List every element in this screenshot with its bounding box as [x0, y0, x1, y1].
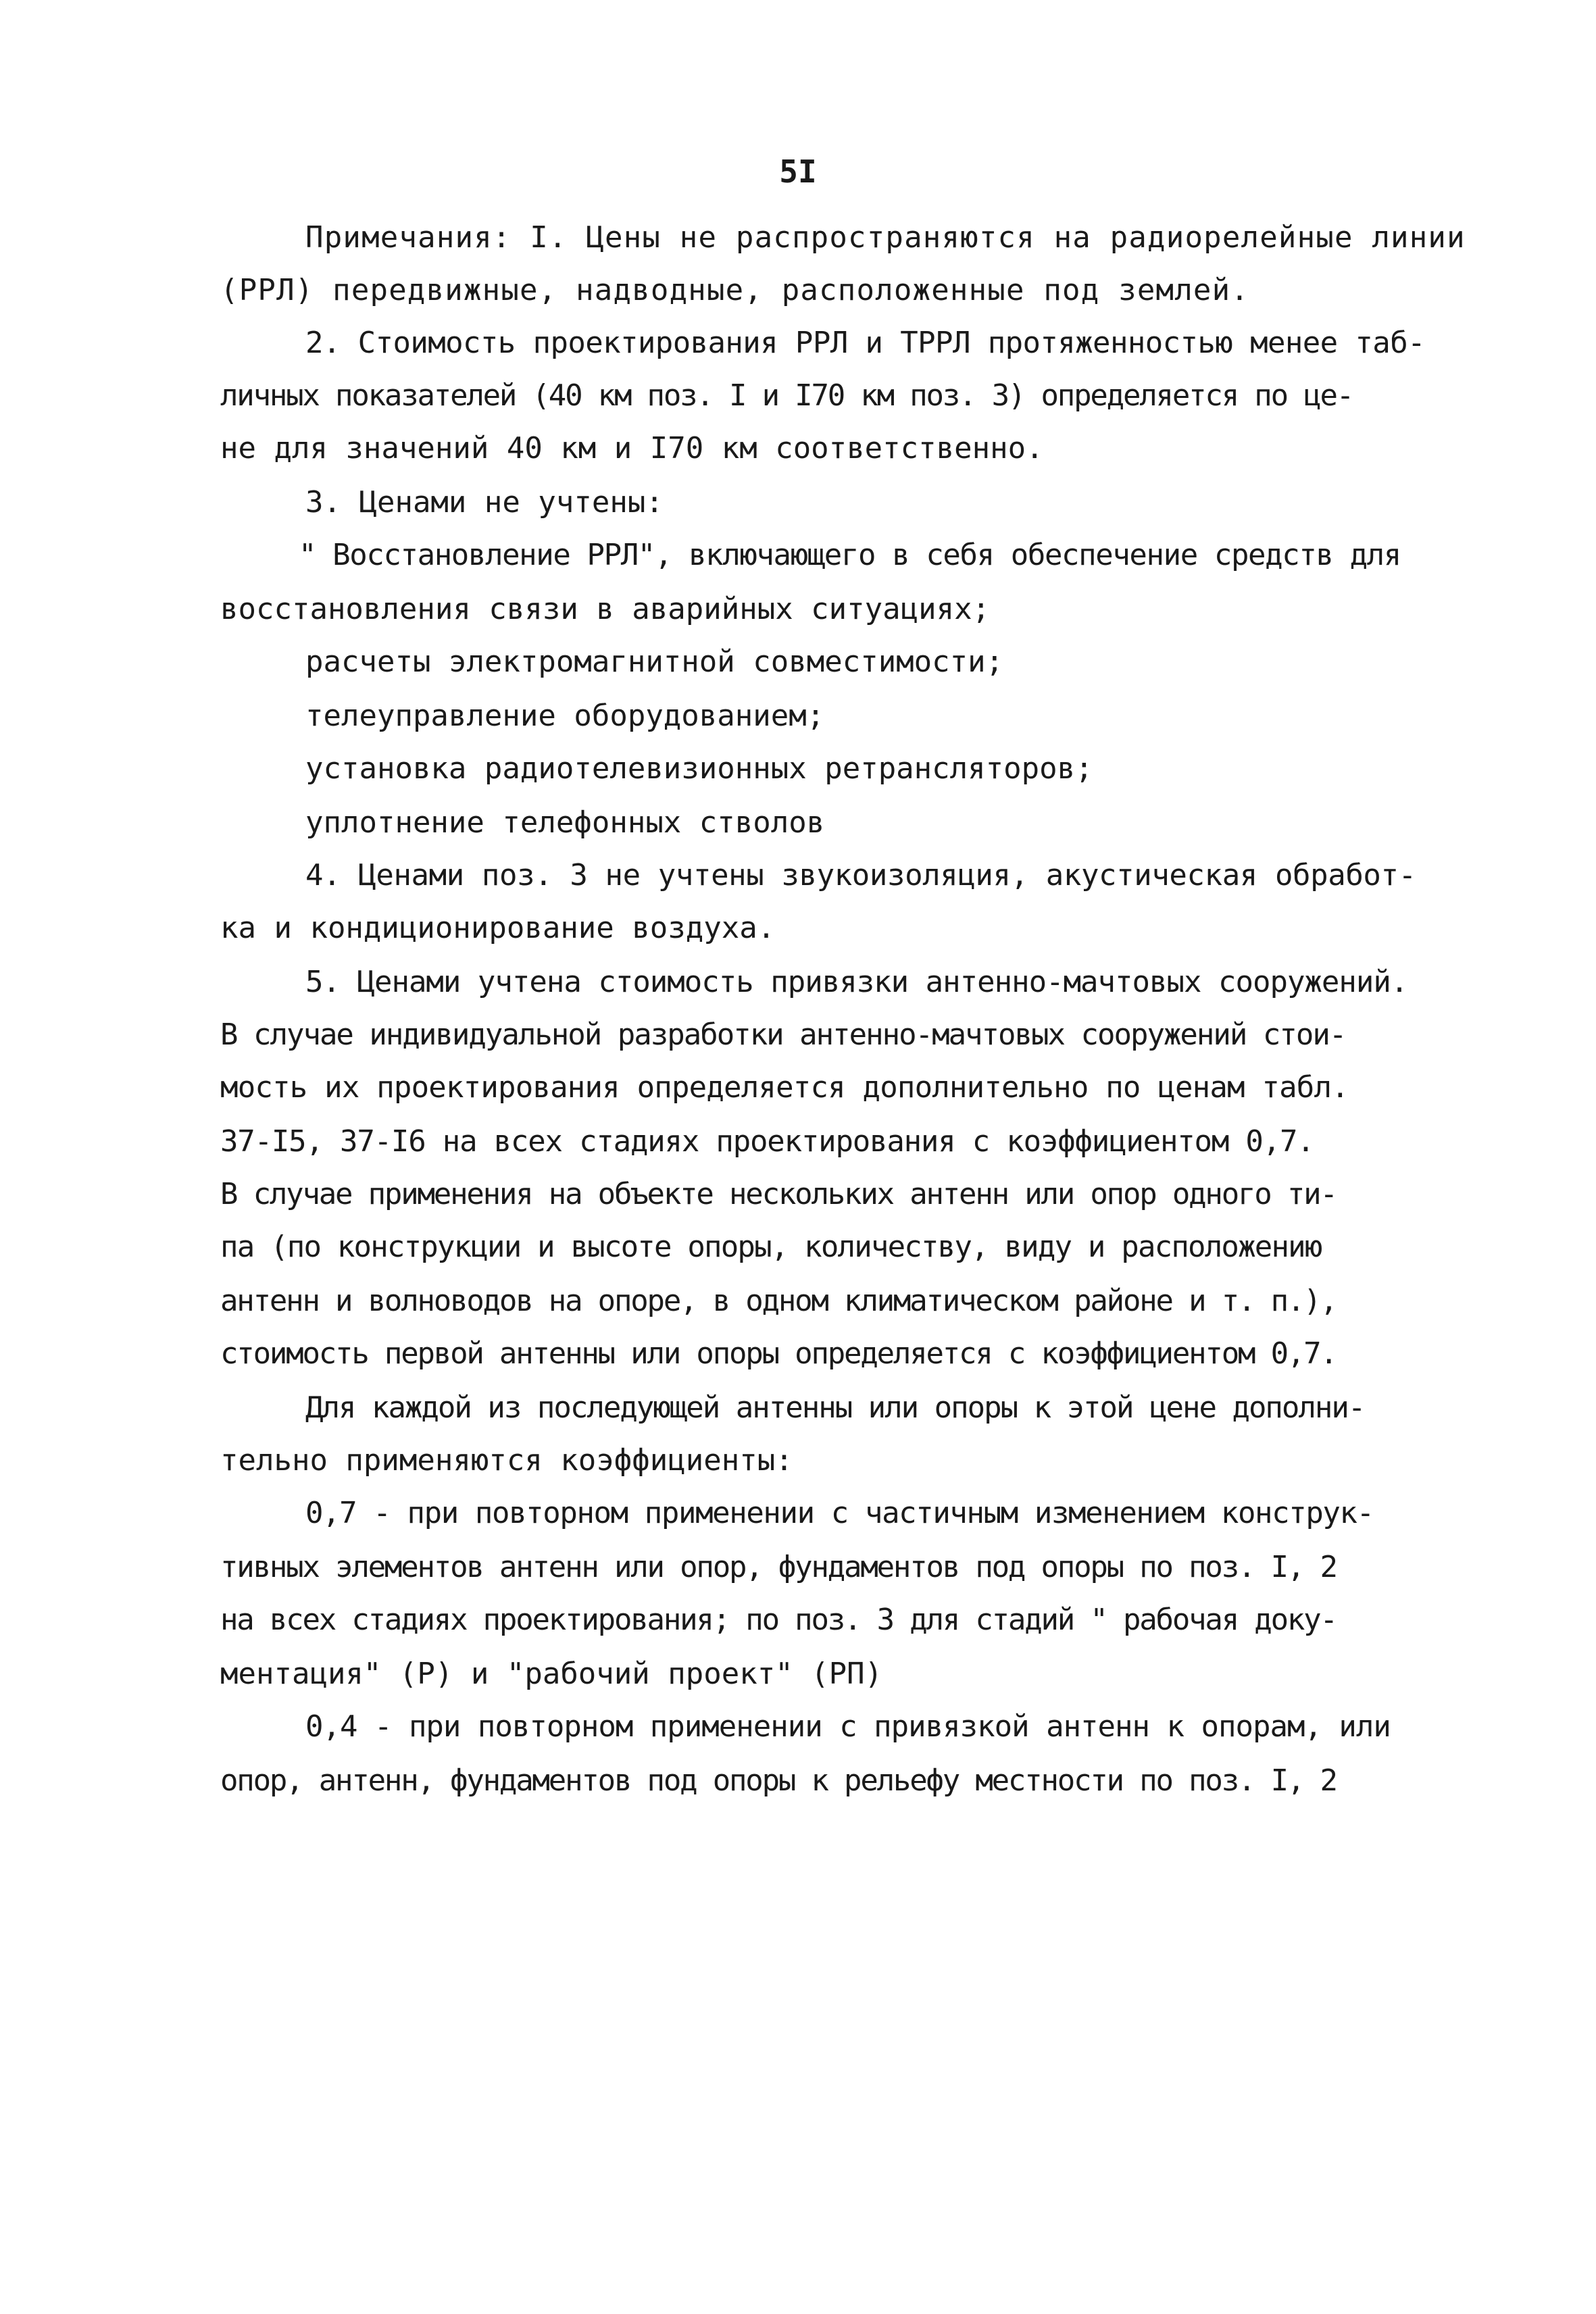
text-line: 2. Стоимость проектирования РРЛ и ТРРЛ протяженностью менее таб- [305, 326, 1425, 360]
text-line: уплотнение телефонных стволов [305, 805, 825, 840]
text-line: расчеты электромагнитной совместимости; [305, 645, 1004, 679]
text-line: на всех стадиях проектирования; по поз. 3 для стадий " рабочая доку- [220, 1603, 1337, 1637]
page-number: 5I [779, 153, 817, 190]
text-line: установка радиотелевизионных ретрансляторов; [305, 751, 1093, 786]
text-line: ка и кондиционирование воздуха. [220, 911, 776, 945]
text-line: антенн и волноводов на опоре, в одном климатическом районе и т. п.), [220, 1284, 1337, 1318]
text-line: личных показателей (40 км поз. I и I70 км поз. 3) определяется по це- [220, 378, 1353, 413]
text-line: 0,7 - при повторном применении с частичным изменением конструк- [305, 1496, 1374, 1530]
text-line: мость их проектирования определяется дополнительно по ценам табл. [220, 1070, 1349, 1105]
text-line: В случае индивидуальной разработки антенно-мачтовых сооружений стои- [220, 1017, 1346, 1052]
text-line: тельно применяются коэффициенты: [220, 1443, 793, 1478]
text-line: восстановления связи в аварийных ситуациях; [220, 592, 991, 626]
text-line: стоимость первой антенны или опоры определяется с коэффициентом 0,7. [220, 1336, 1337, 1371]
text-line: Для каждой из последующей антенны или опоры к этой цене дополни- [305, 1390, 1365, 1425]
text-line: " Восстановление РРЛ", включающего в себя обеспечение средств для [299, 538, 1401, 572]
text-line: 37-I5, 37-I6 на всех стадиях проектирования с коэффициентом 0,7. [220, 1124, 1314, 1159]
text-line: не для значений 40 км и I70 км соответственно. [220, 431, 1044, 466]
text-line: 4. Ценами поз. 3 не учтены звукоизоляция, акустическая обработ- [305, 858, 1416, 892]
text-line: (РРЛ) передвижные, надводные, расположенные под землей. [220, 273, 1249, 307]
text-line: 0,4 - при повторном применении с привязкой антенн к опорам, или [305, 1709, 1391, 1744]
text-line: опор, антенн, фундаментов под опоры к рельефу местности по поз. I, 2 [220, 1763, 1337, 1798]
text-line: 5. Ценами учтена стоимость привязки антенно-мачтовых сооружений. [305, 965, 1408, 999]
text-line: тивных элементов антенн или опор, фундаментов под опоры по поз. I, 2 [220, 1550, 1337, 1584]
text-line: 3. Ценами не учтены: [305, 485, 664, 520]
text-line: телеуправление оборудованием; [305, 699, 825, 733]
text-line: па (по конструкции и высоте опоры, количеству, виду и расположению [220, 1230, 1322, 1264]
text-line: Примечания: I. Цены не распространяются на радиорелейные линии [305, 220, 1466, 255]
text-line: В случае применения на объекте нескольких антенн или опор одного ти- [220, 1177, 1337, 1211]
text-line: ментация" (Р) и "рабочий проект" (РП) [220, 1657, 883, 1691]
